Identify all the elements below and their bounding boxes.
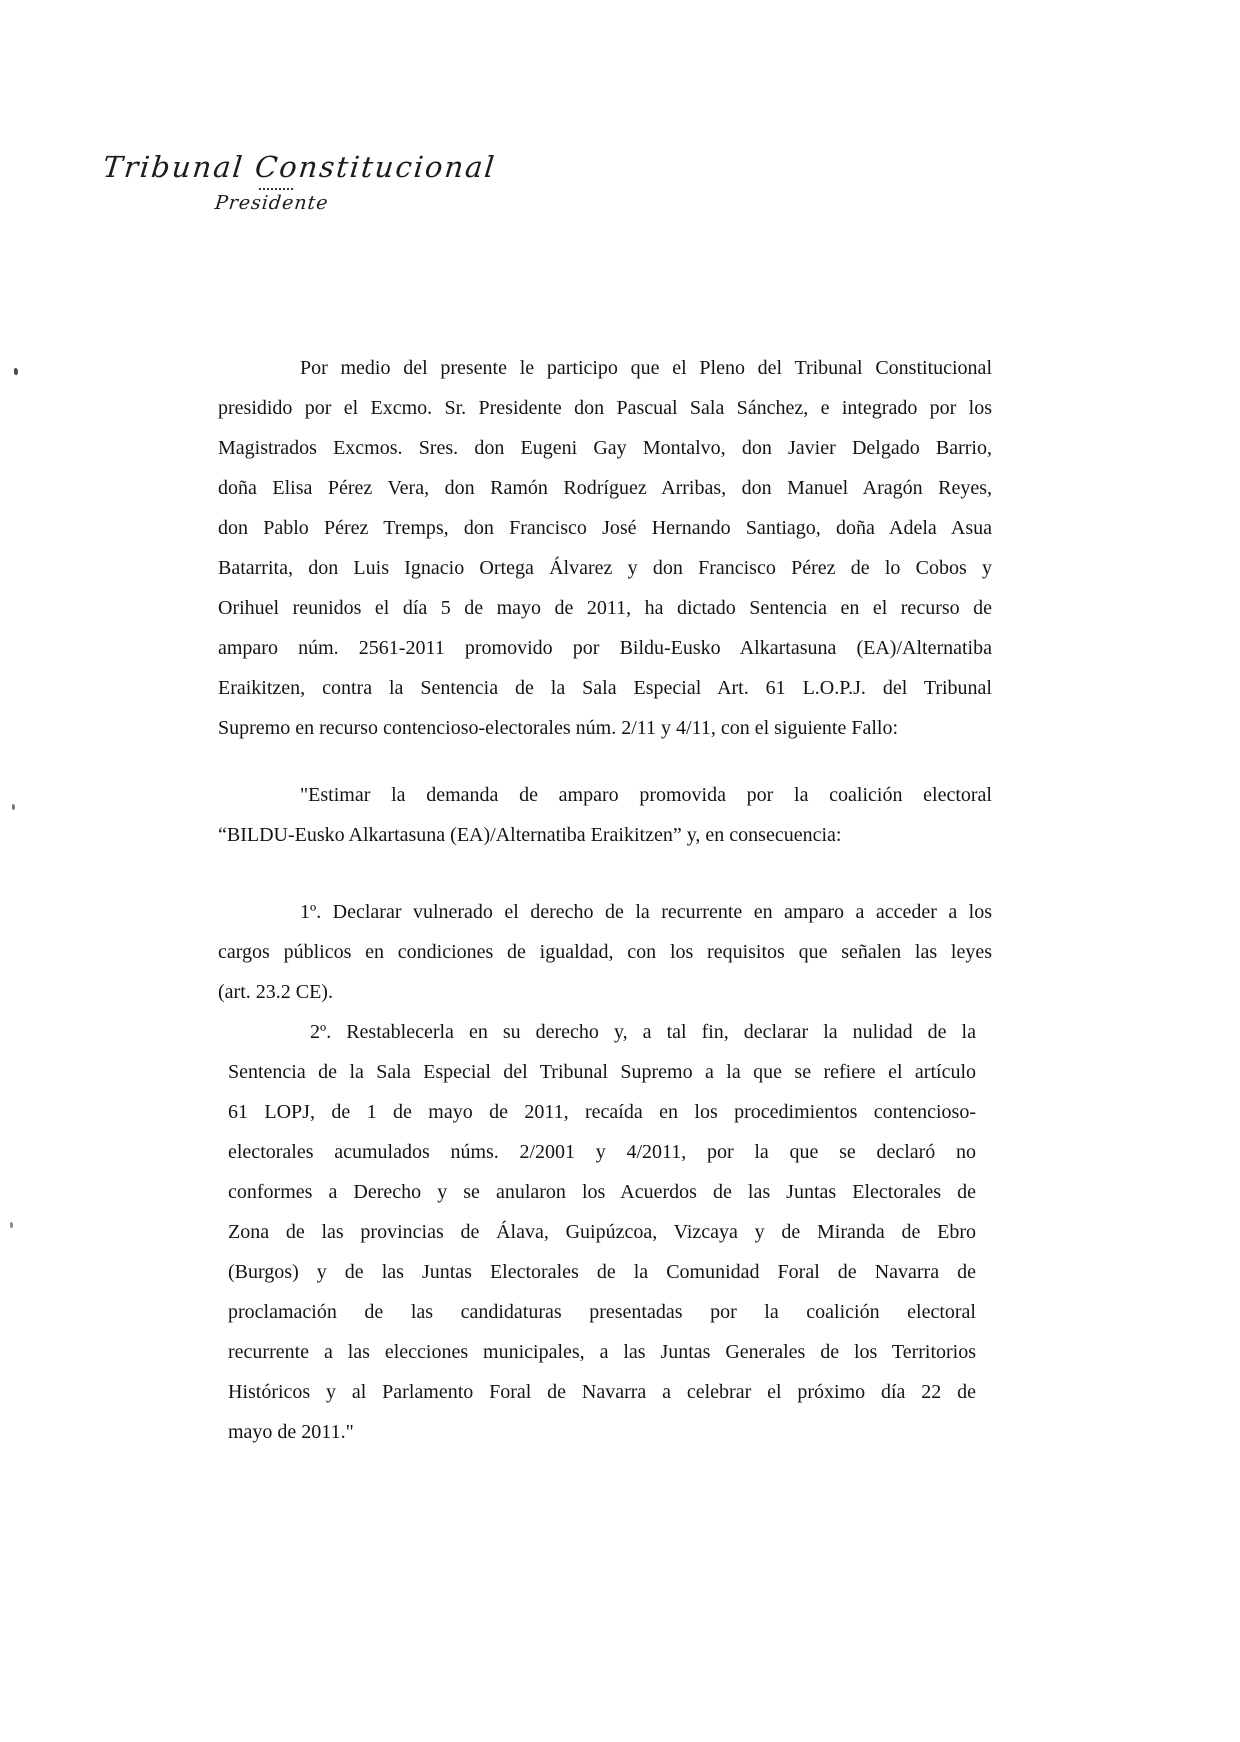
letterhead-divider xyxy=(259,188,293,190)
paragraph-intro xyxy=(218,348,992,748)
text-line: proclamación de las candidaturas presentadas por la coalición electoral xyxy=(228,1301,976,1323)
organization-name: Tribunal Constitucional xyxy=(101,150,498,184)
text-line: (art. 23.2 CE). xyxy=(218,981,333,1003)
scan-artifact xyxy=(10,1222,13,1228)
text-line: doña Elisa Pérez Vera, don Ramón Rodríguez Arribas, don Manuel Aragón Reyes, xyxy=(218,477,992,499)
paragraph-point-2 xyxy=(228,1012,976,1452)
document-body xyxy=(218,348,992,1452)
text-line: 2º. Restablecerla en su derecho y, a tal fin, declarar la nulidad de la xyxy=(310,1021,976,1043)
paragraph-point-1 xyxy=(218,892,992,1012)
text-line: presidido por el Excmo. Sr. Presidente don Pascual Sala Sánchez, e integrado por los xyxy=(218,397,992,419)
text-line: Zona de las provincias de Álava, Guipúzcoa, Vizcaya y de Miranda de Ebro xyxy=(228,1221,976,1243)
text-line: don Pablo Pérez Tremps, don Francisco José Hernando Santiago, doña Adela Asua xyxy=(218,517,992,539)
text-line: 1º. Declarar vulnerado el derecho de la recurrente en amparo a acceder a los xyxy=(300,901,992,923)
text-line: Por medio del presente le participo que el Pleno del Tribunal Constitucional xyxy=(300,357,992,379)
text-line: mayo de 2011." xyxy=(228,1421,354,1443)
text-line: Orihuel reunidos el día 5 de mayo de 2011, ha dictado Sentencia en el recurso de xyxy=(218,597,992,619)
text-line: recurrente a las elecciones municipales, a las Juntas Generales de los Territorios xyxy=(228,1341,976,1363)
scan-artifact xyxy=(12,804,15,810)
text-line: “BILDU-Eusko Alkartasuna (EA)/Alternatiba Eraikitzen” y, en consecuencia: xyxy=(218,824,842,846)
text-line: Históricos y al Parlamento Foral de Navarra a celebrar el próximo día 22 de xyxy=(228,1381,976,1403)
scan-artifact xyxy=(14,368,18,375)
text-line: (Burgos) y de las Juntas Electorales de la Comunidad Foral de Navarra de xyxy=(228,1261,976,1283)
text-line: "Estimar la demanda de amparo promovida por la coalición electoral xyxy=(300,784,992,806)
text-line: 61 LOPJ, de 1 de mayo de 2011, recaída en los procedimientos contencioso- xyxy=(228,1101,976,1123)
text-line: amparo núm. 2561-2011 promovido por Bildu-Eusko Alkartasuna (EA)/Alternatiba xyxy=(218,637,992,659)
text-line: cargos públicos en condiciones de igualdad, con los requisitos que señalen las leyes xyxy=(218,941,992,963)
text-line: Magistrados Excmos. Sres. don Eugeni Gay Montalvo, don Javier Delgado Barrio, xyxy=(218,437,992,459)
text-line: Batarrita, don Luis Ignacio Ortega Álvarez y don Francisco Pérez de lo Cobos y xyxy=(218,557,992,579)
text-line: electorales acumulados núms. 2/2001 y 4/2011, por la que se declaró no xyxy=(228,1141,976,1163)
text-line: Sentencia de la Sala Especial del Tribunal Supremo a la que se refiere el artículo xyxy=(228,1061,976,1083)
text-line: Supremo en recurso contencioso-electorales núm. 2/11 y 4/11, con el siguiente Fallo: xyxy=(218,717,899,739)
letterhead xyxy=(103,150,496,214)
paragraph-fallo-quote xyxy=(218,775,992,855)
presidente-title: Presidente xyxy=(213,192,330,214)
text-line: conformes a Derecho y se anularon los Acuerdos de las Juntas Electorales de xyxy=(228,1181,976,1203)
text-line: Eraikitzen, contra la Sentencia de la Sala Especial Art. 61 L.O.P.J. del Tribunal xyxy=(218,677,992,699)
